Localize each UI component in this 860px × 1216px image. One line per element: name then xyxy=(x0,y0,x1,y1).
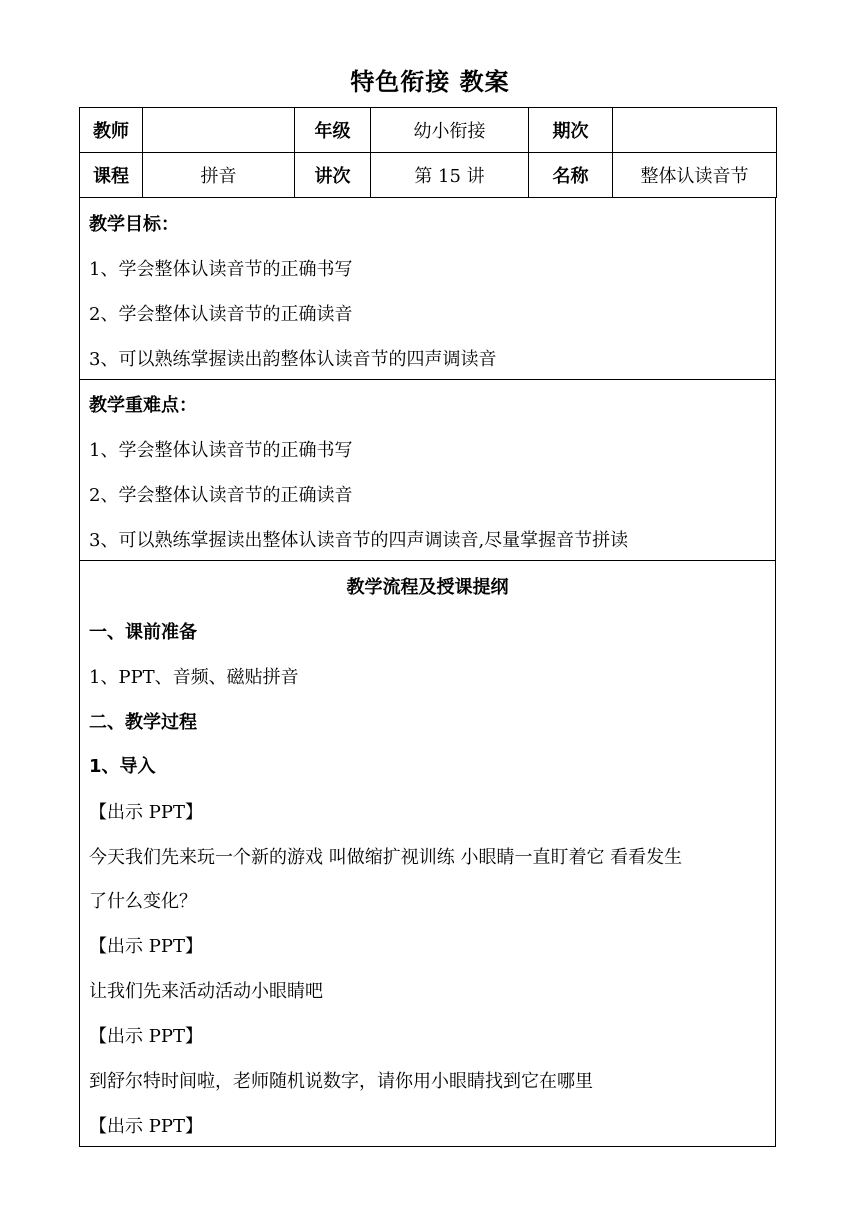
grade-value: 幼小衔接 xyxy=(371,108,529,153)
lesson-info-table xyxy=(79,107,777,198)
ppt-marker: 【出示 PPT】 xyxy=(89,936,203,957)
grade-label: 年级 xyxy=(295,108,371,153)
key-point-item: 1、学会整体认读音节的正确书写 xyxy=(89,440,353,461)
prep-item: 1、PPT、音频、磁贴拼音 xyxy=(89,667,299,688)
document-title: 特色衔接 教案 xyxy=(350,68,510,96)
objective-item: 3、可以熟练掌握读出韵整体认读音节的四声调读音 xyxy=(89,349,497,370)
section-heading-prep: 一、课前准备 xyxy=(89,622,197,643)
name-value: 整体认读音节 xyxy=(613,153,777,198)
objective-item: 2、学会整体认读音节的正确读音 xyxy=(89,304,353,325)
lesson-label: 讲次 xyxy=(295,153,371,198)
info-row-1 xyxy=(80,108,777,153)
teacher-label: 教师 xyxy=(80,108,143,153)
teacher-value xyxy=(143,108,295,153)
paragraph-line: 了什么变化？ xyxy=(89,891,197,912)
course-value: 拼音 xyxy=(143,153,295,198)
info-row-2 xyxy=(80,153,777,198)
process-heading: 教学流程及授课提纲 xyxy=(346,577,509,598)
key-point-item: 2、学会整体认读音节的正确读音 xyxy=(89,485,353,506)
section-heading-process: 二、教学过程 xyxy=(89,712,197,733)
name-label: 名称 xyxy=(529,153,613,198)
paragraph-line: 到舒尔特时间啦，老师随机说数字，请你用小眼睛找到它在哪里 xyxy=(89,1071,593,1092)
key-point-item: 3、可以熟练掌握读出整体认读音节的四声调读音,尽量掌握音节拼读 xyxy=(89,530,629,551)
ppt-marker: 【出示 PPT】 xyxy=(89,802,203,823)
step-heading-intro: 1、导入 xyxy=(89,756,156,777)
paragraph-line: 让我们先来活动活动小眼睛吧 xyxy=(89,981,323,1002)
course-label: 课程 xyxy=(80,153,143,198)
term-label: 期次 xyxy=(529,108,613,153)
objectives-section xyxy=(79,198,776,380)
key-points-heading: 教学重难点： xyxy=(89,395,197,416)
paragraph-line: 今天我们先来玩一个新的游戏 叫做缩扩视训练 小眼睛一直盯着它 看看发生 xyxy=(89,847,683,868)
key-points-section xyxy=(79,379,776,561)
process-section xyxy=(79,560,776,1147)
ppt-marker: 【出示 PPT】 xyxy=(89,1026,203,1047)
objectives-heading: 教学目标： xyxy=(89,214,179,235)
term-value xyxy=(613,108,777,153)
objective-item: 1、学会整体认读音节的正确书写 xyxy=(89,259,353,280)
ppt-marker: 【出示 PPT】 xyxy=(89,1116,203,1137)
lesson-value: 第 15 讲 xyxy=(371,153,529,198)
